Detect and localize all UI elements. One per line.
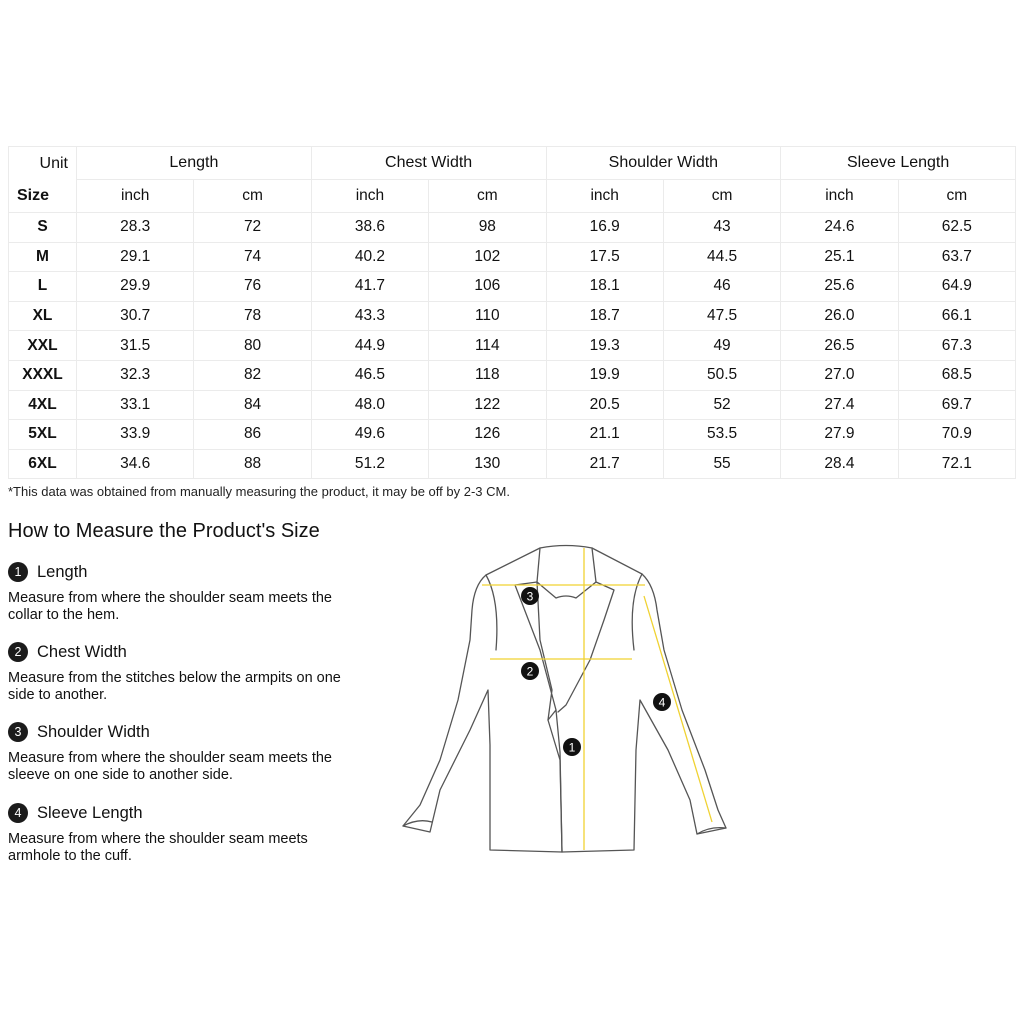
marker-chest-width <box>521 662 539 680</box>
marker-shoulder-width <box>521 587 539 605</box>
measurement-cell: 49 <box>663 331 780 361</box>
jacket-measurement-diagram <box>395 540 735 860</box>
measurement-cell: 122 <box>429 390 546 420</box>
measurement-cell: 16.9 <box>546 213 663 243</box>
step-label: Length <box>37 562 88 581</box>
measurement-cell: 67.3 <box>898 331 1015 361</box>
measurement-cell: 32.3 <box>77 360 194 390</box>
step-number-badge: 2 <box>8 642 28 662</box>
measurement-cell: 29.1 <box>77 242 194 272</box>
step-sleeve-length <box>8 802 368 865</box>
measurement-cell: 41.7 <box>311 272 428 302</box>
measurement-cell: 84 <box>194 390 311 420</box>
measurement-cell: 27.0 <box>781 360 898 390</box>
marker-label: 3 <box>526 589 534 604</box>
measurement-cell: 88 <box>194 449 311 479</box>
measurement-cell: 72 <box>194 213 311 243</box>
step-description: Measure from where the shoulder seam meets the sleeve on one side to another side. <box>8 750 332 783</box>
measurement-cell: 29.9 <box>77 272 194 302</box>
size-rows <box>9 213 1016 479</box>
step-label: Sleeve Length <box>37 803 143 822</box>
jacket-collar <box>537 546 596 599</box>
marker-sleeve-length <box>653 693 671 711</box>
measurement-cell: 63.7 <box>898 242 1015 272</box>
step-heading <box>8 561 368 583</box>
measurement-cell: 110 <box>429 301 546 331</box>
measurement-cell: 66.1 <box>898 301 1015 331</box>
group-header-length: Length <box>77 147 312 180</box>
size-header: Size <box>17 186 50 204</box>
table-row <box>9 242 1016 272</box>
measurement-cell: 19.3 <box>546 331 663 361</box>
sleeve-length-guide <box>644 596 712 822</box>
size-label-cell: XXL <box>9 331 77 361</box>
measurement-cell: 20.5 <box>546 390 663 420</box>
measurement-cell: 18.1 <box>546 272 663 302</box>
measurement-cell: 24.6 <box>781 213 898 243</box>
measurement-cell: 46 <box>663 272 780 302</box>
marker-label: 4 <box>658 695 666 710</box>
measurement-cell: 44.5 <box>663 242 780 272</box>
measurement-cell: 64.9 <box>898 272 1015 302</box>
measurement-cell: 43 <box>663 213 780 243</box>
table-row <box>9 301 1016 331</box>
step-description: Measure from the stitches below the armpits on one side to another. <box>8 670 341 703</box>
measurement-cell: 25.6 <box>781 272 898 302</box>
table-row <box>9 272 1016 302</box>
unit-header-cell: inch <box>781 180 898 213</box>
measurement-cell: 28.4 <box>781 449 898 479</box>
measurement-cell: 55 <box>663 449 780 479</box>
table-row <box>9 213 1016 243</box>
size-label-cell: 4XL <box>9 390 77 420</box>
measurement-cell: 28.3 <box>77 213 194 243</box>
step-number-badge: 3 <box>8 722 28 742</box>
measurement-cell: 80 <box>194 331 311 361</box>
step-heading <box>8 802 368 824</box>
jacket-right-side <box>562 548 726 852</box>
size-label-cell: 6XL <box>9 449 77 479</box>
measurement-cell: 126 <box>429 420 546 450</box>
measurement-cell: 114 <box>429 331 546 361</box>
table-row <box>9 331 1016 361</box>
marker-label: 1 <box>568 740 576 755</box>
measurement-cell: 31.5 <box>77 331 194 361</box>
measurement-cell: 21.7 <box>546 449 663 479</box>
measurement-cell: 43.3 <box>311 301 428 331</box>
step-shoulder-width <box>8 721 368 784</box>
measurement-cell: 46.5 <box>311 360 428 390</box>
size-label-cell: L <box>9 272 77 302</box>
size-label-cell: XL <box>9 301 77 331</box>
step-label: Shoulder Width <box>37 722 150 741</box>
measurement-cell: 21.1 <box>546 420 663 450</box>
measurement-cell: 38.6 <box>311 213 428 243</box>
table-group-header-row <box>9 147 1016 180</box>
step-chest-width <box>8 641 368 704</box>
measurement-cell: 69.7 <box>898 390 1015 420</box>
unit-header-cell: inch <box>546 180 663 213</box>
measurement-cell: 25.1 <box>781 242 898 272</box>
unit-header-cell: cm <box>429 180 546 213</box>
measurement-cell: 72.1 <box>898 449 1015 479</box>
measurement-cell: 70.9 <box>898 420 1015 450</box>
unit-header-cell: inch <box>311 180 428 213</box>
step-number-badge: 4 <box>8 803 28 823</box>
measurement-cell: 51.2 <box>311 449 428 479</box>
howto-title: How to Measure the Product's Size <box>8 520 320 542</box>
measurement-cell: 106 <box>429 272 546 302</box>
table-unit-header-row <box>9 180 1016 213</box>
measurement-cell: 78 <box>194 301 311 331</box>
table-corner-cell <box>9 147 77 204</box>
measurement-cell: 26.5 <box>781 331 898 361</box>
measurement-cell: 30.7 <box>77 301 194 331</box>
size-label-cell: XXXL <box>9 360 77 390</box>
measurement-cell: 44.9 <box>311 331 428 361</box>
jacket-right-lapel <box>558 582 614 712</box>
measurement-cell: 118 <box>429 360 546 390</box>
measurement-cell: 86 <box>194 420 311 450</box>
unit-header: Unit <box>39 155 68 172</box>
measurement-cell: 98 <box>429 213 546 243</box>
step-label: Chest Width <box>37 642 127 661</box>
table-row <box>9 420 1016 450</box>
group-header-shoulder-width: Shoulder Width <box>546 147 781 180</box>
unit-header-cell: cm <box>663 180 780 213</box>
unit-header-cell: inch <box>77 180 194 213</box>
measurement-guides <box>482 548 712 850</box>
step-heading <box>8 721 368 743</box>
measurement-cell: 74 <box>194 242 311 272</box>
unit-header-cell: cm <box>898 180 1015 213</box>
measurement-cell: 34.6 <box>77 449 194 479</box>
measurement-cell: 26.0 <box>781 301 898 331</box>
step-heading <box>8 641 368 663</box>
jacket-outline <box>403 546 726 853</box>
left-armhole <box>486 575 497 650</box>
measurement-cell: 68.5 <box>898 360 1015 390</box>
measurement-cell: 82 <box>194 360 311 390</box>
unit-header-cell: cm <box>194 180 311 213</box>
measurement-cell: 33.1 <box>77 390 194 420</box>
measurement-cell: 102 <box>429 242 546 272</box>
measurement-disclaimer: *This data was obtained from manually measuring the product, it may be off by 2-3 CM. <box>8 484 510 499</box>
marker-length <box>563 738 581 756</box>
table-row <box>9 449 1016 479</box>
measurement-cell: 33.9 <box>77 420 194 450</box>
size-label-cell: S <box>9 213 77 243</box>
group-header-chest-width: Chest Width <box>311 147 546 180</box>
size-label-cell: 5XL <box>9 420 77 450</box>
measurement-cell: 48.0 <box>311 390 428 420</box>
measurement-cell: 62.5 <box>898 213 1015 243</box>
size-label-cell: M <box>9 242 77 272</box>
measurement-cell: 52 <box>663 390 780 420</box>
measurement-cell: 27.4 <box>781 390 898 420</box>
size-chart-table <box>8 146 1016 479</box>
group-header-sleeve-length: Sleeve Length <box>781 147 1016 180</box>
measurement-cell: 53.5 <box>663 420 780 450</box>
step-description: Measure from where the shoulder seam meets armhole to the cuff. <box>8 831 308 864</box>
table-row <box>9 390 1016 420</box>
step-length <box>8 561 368 624</box>
measurement-cell: 49.6 <box>311 420 428 450</box>
measurement-cell: 47.5 <box>663 301 780 331</box>
table-row <box>9 360 1016 390</box>
measurement-cell: 17.5 <box>546 242 663 272</box>
measurement-cell: 76 <box>194 272 311 302</box>
measurement-cell: 50.5 <box>663 360 780 390</box>
marker-label: 2 <box>526 664 534 679</box>
jacket-front-edge <box>556 710 562 852</box>
measurement-cell: 19.9 <box>546 360 663 390</box>
step-description: Measure from where the shoulder seam meets the collar to the hem. <box>8 590 332 623</box>
step-number-badge: 1 <box>8 562 28 582</box>
measurement-cell: 130 <box>429 449 546 479</box>
measurement-cell: 18.7 <box>546 301 663 331</box>
measurement-cell: 40.2 <box>311 242 428 272</box>
measurement-cell: 27.9 <box>781 420 898 450</box>
